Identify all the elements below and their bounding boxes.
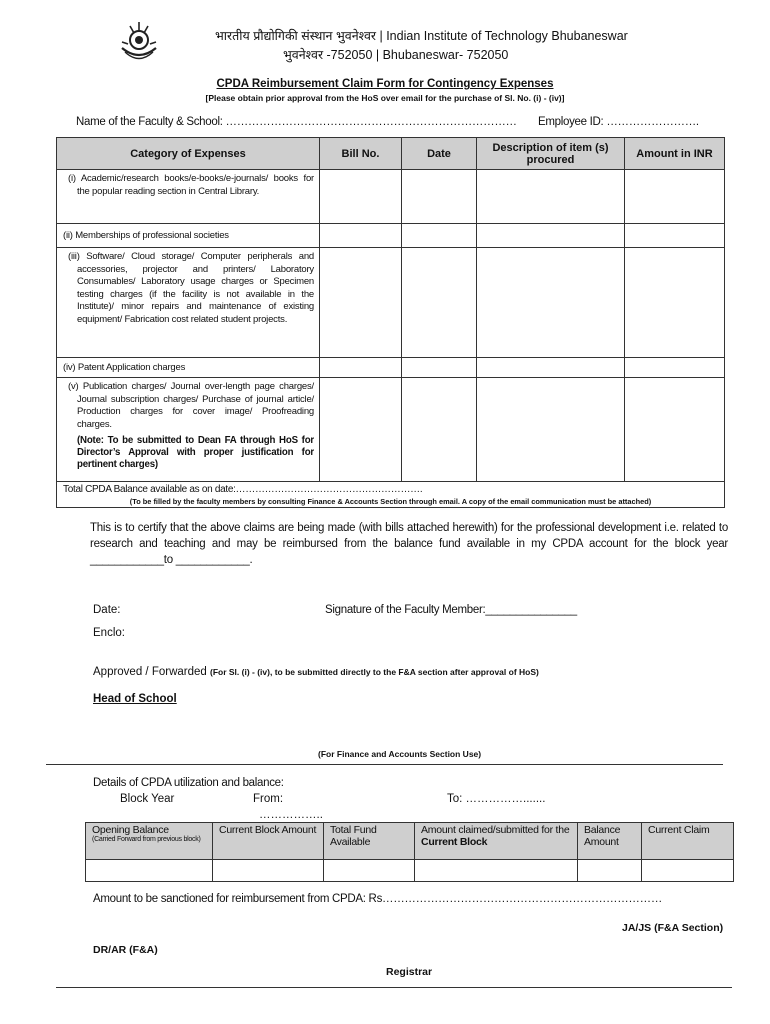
date-cell[interactable]: [402, 224, 477, 248]
header-opening-balance-sub: (Carried Forward from previous block): [92, 836, 201, 843]
jajs-signature-label: JA/JS (F&A Section): [622, 922, 724, 934]
header-balance-amount: Balance Amount: [578, 823, 642, 860]
header-opening-balance: Opening Balance: [92, 824, 169, 836]
category-label: (v) Publication charges/ Journal over-length page charges/ Journal subscription charges/ Purchase of journal article/ Production charges for cover image/ Proofreading charges.: [68, 381, 314, 430]
approved-note: (For Sl. (i) - (iv), to be submitted directly to the F&A section after approval of HoS): [210, 667, 539, 677]
header-description: Description of item (s) procured: [477, 138, 625, 170]
header-amount-claimed-bold: Current Block: [421, 836, 488, 848]
form-title: CPDA Reimbursement Claim Form for Contingency Expenses: [216, 78, 554, 90]
table-row: [57, 358, 725, 378]
section-divider: [46, 764, 723, 765]
to-field[interactable]: To: …………….......: [447, 793, 546, 805]
registrar-signature-label: Registrar: [386, 966, 433, 978]
category-label: (i) Academic/research books/e-books/e-journals/ books for the popular reading section in Central Library.: [68, 173, 314, 197]
sanction-amount-field[interactable]: Amount to be sanctioned for reimbursement from CPDA: Rs…………………………………………………………………: [93, 893, 663, 905]
employee-id-field[interactable]: Employee ID: …………………….: [538, 116, 699, 128]
approved-label: Approved / Forwarded: [93, 666, 207, 678]
faculty-name-field[interactable]: Name of the Faculty & School: ……………………………………………………………………: [76, 116, 517, 128]
description-cell[interactable]: [477, 170, 625, 224]
balance-amount-cell[interactable]: [578, 860, 642, 882]
expense-table-header-row: [57, 138, 725, 170]
table-row: [86, 860, 734, 882]
bill-no-cell[interactable]: [320, 378, 402, 482]
amount-cell[interactable]: [625, 224, 725, 248]
amount-cell[interactable]: [625, 248, 725, 358]
header-current-claim: Current Claim: [642, 823, 734, 860]
certification-text: [56, 520, 728, 568]
table-row: [57, 248, 725, 358]
total-balance-note: (To be filled by the faculty members by consulting Finance & Accounts Section through email. A copy of the email communication must be attached): [129, 497, 652, 506]
from-field[interactable]: ……………..: [259, 809, 323, 821]
current-claim-cell[interactable]: [642, 860, 734, 882]
publication-note: (Note: To be submitted to Dean FA through HoS for Director’s Approval with proper justification for pertinent charges): [77, 435, 314, 470]
header-total-fund: Total Fund Available: [324, 823, 415, 860]
from-label: From:: [253, 793, 284, 805]
header-date: Date: [402, 138, 477, 170]
total-balance-field[interactable]: Total CPDA Balance available as on date:………………………………………………….: [63, 484, 423, 495]
header-category: Category of Expenses: [57, 138, 320, 170]
approved-forwarded: [93, 666, 539, 678]
table-row: [57, 170, 725, 224]
header-bill-no: Bill No.: [320, 138, 402, 170]
bottom-divider: [56, 987, 732, 988]
total-fund-cell[interactable]: [324, 860, 415, 882]
amount-cell[interactable]: [625, 378, 725, 482]
bill-no-cell[interactable]: [320, 358, 402, 378]
institute-address-line2: भुवनेश्वर -752050 | Bhubaneswar- 752050: [283, 48, 509, 62]
cpda-balance-table: [85, 822, 734, 882]
category-label: (ii) Memberships of professional societies: [63, 229, 229, 241]
total-balance-row: [57, 482, 725, 508]
finance-section-title: (For Finance and Accounts Section Use): [318, 749, 482, 759]
amount-cell[interactable]: [625, 358, 725, 378]
header-current-block-amount: Current Block Amount: [213, 823, 324, 860]
faculty-signature-field[interactable]: Signature of the Faculty Member:_______________: [325, 604, 577, 616]
block-year-label: Block Year: [120, 793, 175, 805]
table-row: [57, 378, 725, 482]
cpda-details-label: Details of CPDA utilization and balance:: [93, 777, 284, 789]
category-label: (iv) Patent Application charges: [63, 361, 186, 373]
date-cell[interactable]: [402, 170, 477, 224]
amount-cell[interactable]: [625, 170, 725, 224]
date-cell[interactable]: [402, 358, 477, 378]
description-cell[interactable]: [477, 378, 625, 482]
amount-claimed-cell[interactable]: [415, 860, 578, 882]
header-amount-claimed: Amount claimed/submitted for the: [421, 824, 570, 836]
institute-name-line1: भारतीय प्रौद्योगिकी संस्थान भुवनेश्वर | Indian Institute of Technology Bhubaneswar: [215, 29, 628, 43]
certification-paragraph: This is to certify that the above claims are being made (with bills attached herewith) for the professional development i.e. related to research and teaching and may be reimbursed from the balance fund available in my CPDA account for the block year ____________to ____________.: [90, 522, 728, 566]
bill-no-cell[interactable]: [320, 248, 402, 358]
category-label: (iii) Software/ Cloud storage/ Computer peripherals and accessories, projector and printers/ Laboratory Consumables/ Laboratory usage charges or Specimen testing charges (if the facility is not available in the Institute)/ minor repairs and maintenance of existing equipment/ Fabrication cost related student projects.: [68, 251, 314, 325]
opening-balance-cell[interactable]: [86, 860, 213, 882]
bill-no-cell[interactable]: [320, 170, 402, 224]
date-label: Date:: [93, 604, 121, 616]
form-subtitle: [Please obtain prior approval from the HoS over email for the purchase of Sl. No. (i) - (iv)]: [205, 93, 565, 103]
table-row: [57, 224, 725, 248]
drar-signature-label: DR/AR (F&A): [93, 944, 158, 956]
iit-bhubaneswar-logo-icon: [116, 18, 162, 64]
description-cell[interactable]: [477, 248, 625, 358]
header-amount: Amount in INR: [625, 138, 725, 170]
balance-table-header-row: [86, 823, 734, 860]
expense-table: [56, 137, 725, 508]
description-cell[interactable]: [477, 358, 625, 378]
date-cell[interactable]: [402, 248, 477, 358]
bill-no-cell[interactable]: [320, 224, 402, 248]
enclosure-label: Enclo:: [93, 627, 125, 639]
description-cell[interactable]: [477, 224, 625, 248]
head-of-school-label: Head of School: [93, 693, 177, 705]
date-cell[interactable]: [402, 378, 477, 482]
current-block-amount-cell[interactable]: [213, 860, 324, 882]
